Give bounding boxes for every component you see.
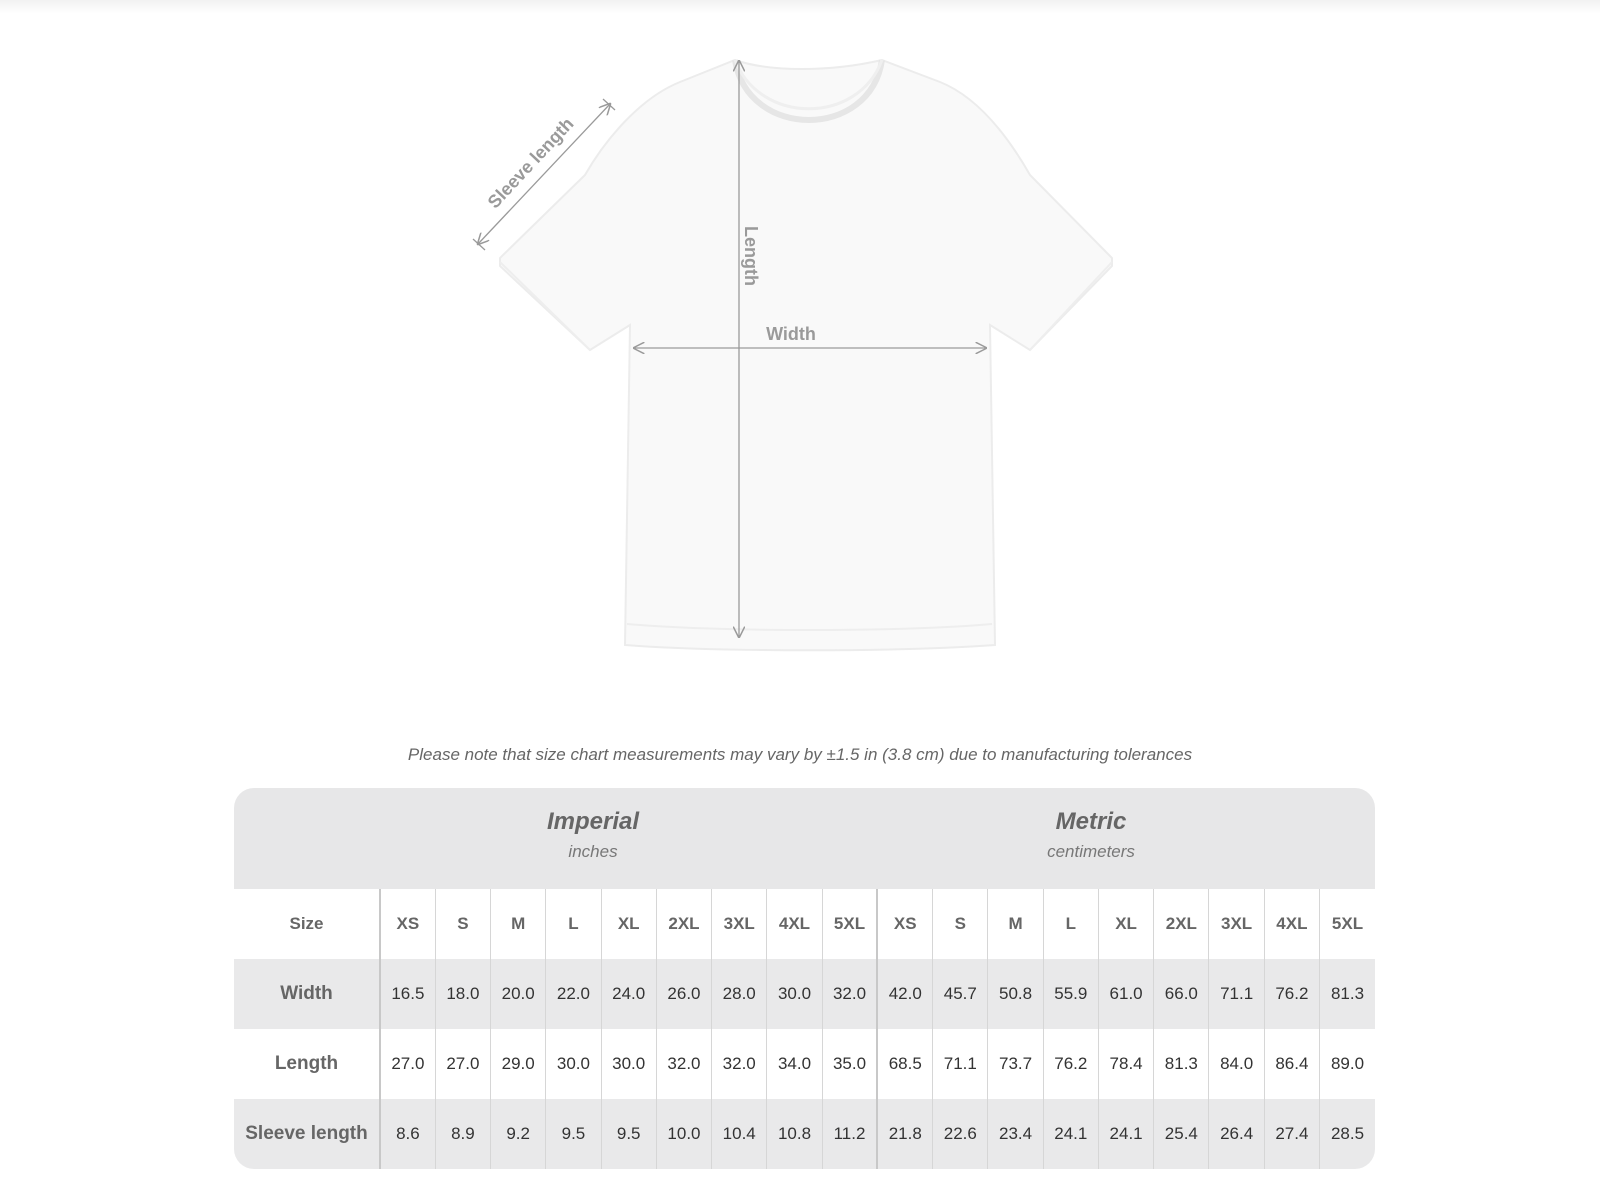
width-imperial-5xl: 32.0 <box>822 959 877 1029</box>
imperial-size-m: M <box>491 889 546 959</box>
table-row-width <box>234 959 1375 1029</box>
table-row-sizes <box>234 889 1375 959</box>
metric-header <box>807 808 1375 862</box>
sleeve-length-metric-5xl: 28.5 <box>1320 1099 1375 1169</box>
length-imperial-3xl: 32.0 <box>712 1029 767 1099</box>
sleeve-length-label: Sleeve length <box>483 113 578 213</box>
sleeve-length-imperial-xs: 8.6 <box>380 1099 435 1169</box>
imperial-size-2xl: 2XL <box>656 889 711 959</box>
width-metric-4xl: 76.2 <box>1264 959 1319 1029</box>
size-chart-header <box>234 788 1375 889</box>
width-imperial-3xl: 28.0 <box>712 959 767 1029</box>
width-imperial-s: 18.0 <box>435 959 490 1029</box>
sleeve-length-row-label: Sleeve length <box>234 1099 380 1169</box>
sleeve-length-imperial-4xl: 10.8 <box>767 1099 822 1169</box>
imperial-size-4xl: 4XL <box>767 889 822 959</box>
metric-title: Metric <box>1055 808 1127 835</box>
width-metric-l: 55.9 <box>1043 959 1098 1029</box>
width-metric-s: 45.7 <box>933 959 988 1029</box>
width-row-label: Width <box>234 959 380 1029</box>
sleeve-length-imperial-xl: 9.5 <box>601 1099 656 1169</box>
imperial-size-3xl: 3XL <box>712 889 767 959</box>
sleeve-length-imperial-3xl: 10.4 <box>712 1099 767 1169</box>
sleeve-length-metric-2xl: 25.4 <box>1154 1099 1209 1169</box>
width-metric-3xl: 71.1 <box>1209 959 1264 1029</box>
width-label: Width <box>766 324 816 344</box>
sleeve-length-metric-l: 24.1 <box>1043 1099 1098 1169</box>
width-imperial-2xl: 26.0 <box>656 959 711 1029</box>
width-metric-5xl: 81.3 <box>1320 959 1375 1029</box>
length-metric-4xl: 86.4 <box>1264 1029 1319 1099</box>
length-metric-xl: 78.4 <box>1098 1029 1153 1099</box>
length-imperial-l: 30.0 <box>546 1029 601 1099</box>
width-metric-xs: 42.0 <box>877 959 932 1029</box>
imperial-unit: inches <box>568 842 618 861</box>
sleeve-length-imperial-m: 9.2 <box>491 1099 546 1169</box>
length-label: Length <box>741 226 761 286</box>
metric-size-4xl: 4XL <box>1264 889 1319 959</box>
size-row-label: Size <box>234 889 380 959</box>
table-row-length <box>234 1029 1375 1099</box>
sleeve-length-metric-m: 23.4 <box>988 1099 1043 1169</box>
metric-size-xs: XS <box>877 889 932 959</box>
sleeve-length-imperial-l: 9.5 <box>546 1099 601 1169</box>
length-row-label: Length <box>234 1029 380 1099</box>
sleeve-length-imperial-2xl: 10.0 <box>656 1099 711 1169</box>
metric-size-2xl: 2XL <box>1154 889 1209 959</box>
table-row-sleeve-length <box>234 1099 1375 1169</box>
length-metric-2xl: 81.3 <box>1154 1029 1209 1099</box>
sleeve-length-metric-4xl: 27.4 <box>1264 1099 1319 1169</box>
length-imperial-2xl: 32.0 <box>656 1029 711 1099</box>
size-chart <box>234 788 1375 1169</box>
metric-size-l: L <box>1043 889 1098 959</box>
width-imperial-xl: 24.0 <box>601 959 656 1029</box>
imperial-header <box>379 808 807 862</box>
metric-unit: centimeters <box>1047 842 1135 861</box>
sleeve-length-metric-xl: 24.1 <box>1098 1099 1153 1169</box>
size-table <box>234 889 1375 1169</box>
imperial-size-s: S <box>435 889 490 959</box>
width-imperial-4xl: 30.0 <box>767 959 822 1029</box>
sleeve-length-metric-s: 22.6 <box>933 1099 988 1169</box>
length-imperial-xs: 27.0 <box>380 1029 435 1099</box>
length-metric-m: 73.7 <box>988 1029 1043 1099</box>
imperial-size-xs: XS <box>380 889 435 959</box>
sleeve-length-metric-3xl: 26.4 <box>1209 1099 1264 1169</box>
length-metric-s: 71.1 <box>933 1029 988 1099</box>
length-metric-l: 76.2 <box>1043 1029 1098 1099</box>
length-imperial-5xl: 35.0 <box>822 1029 877 1099</box>
metric-size-s: S <box>933 889 988 959</box>
sleeve-length-metric-xs: 21.8 <box>877 1099 932 1169</box>
metric-size-3xl: 3XL <box>1209 889 1264 959</box>
length-metric-xs: 68.5 <box>877 1029 932 1099</box>
imperial-title: Imperial <box>546 808 640 835</box>
sleeve-length-imperial-5xl: 11.2 <box>822 1099 877 1169</box>
width-imperial-xs: 16.5 <box>380 959 435 1029</box>
width-imperial-l: 22.0 <box>546 959 601 1029</box>
length-imperial-4xl: 34.0 <box>767 1029 822 1099</box>
tshirt-illustration <box>500 60 1112 650</box>
length-metric-5xl: 89.0 <box>1320 1029 1375 1099</box>
imperial-size-l: L <box>546 889 601 959</box>
metric-size-m: M <box>988 889 1043 959</box>
metric-size-xl: XL <box>1098 889 1153 959</box>
imperial-size-5xl: 5XL <box>822 889 877 959</box>
length-imperial-m: 29.0 <box>491 1029 546 1099</box>
length-imperial-xl: 30.0 <box>601 1029 656 1099</box>
metric-size-5xl: 5XL <box>1320 889 1375 959</box>
width-metric-m: 50.8 <box>988 959 1043 1029</box>
sleeve-length-imperial-s: 8.9 <box>435 1099 490 1169</box>
length-metric-3xl: 84.0 <box>1209 1029 1264 1099</box>
imperial-size-xl: XL <box>601 889 656 959</box>
width-imperial-m: 20.0 <box>491 959 546 1029</box>
width-metric-xl: 61.0 <box>1098 959 1153 1029</box>
tolerance-note: Please note that size chart measurements may vary by ±1.5 in (3.8 cm) due to manufacturing tolerances <box>407 745 1193 764</box>
length-imperial-s: 27.0 <box>435 1029 490 1099</box>
width-metric-2xl: 66.0 <box>1154 959 1209 1029</box>
